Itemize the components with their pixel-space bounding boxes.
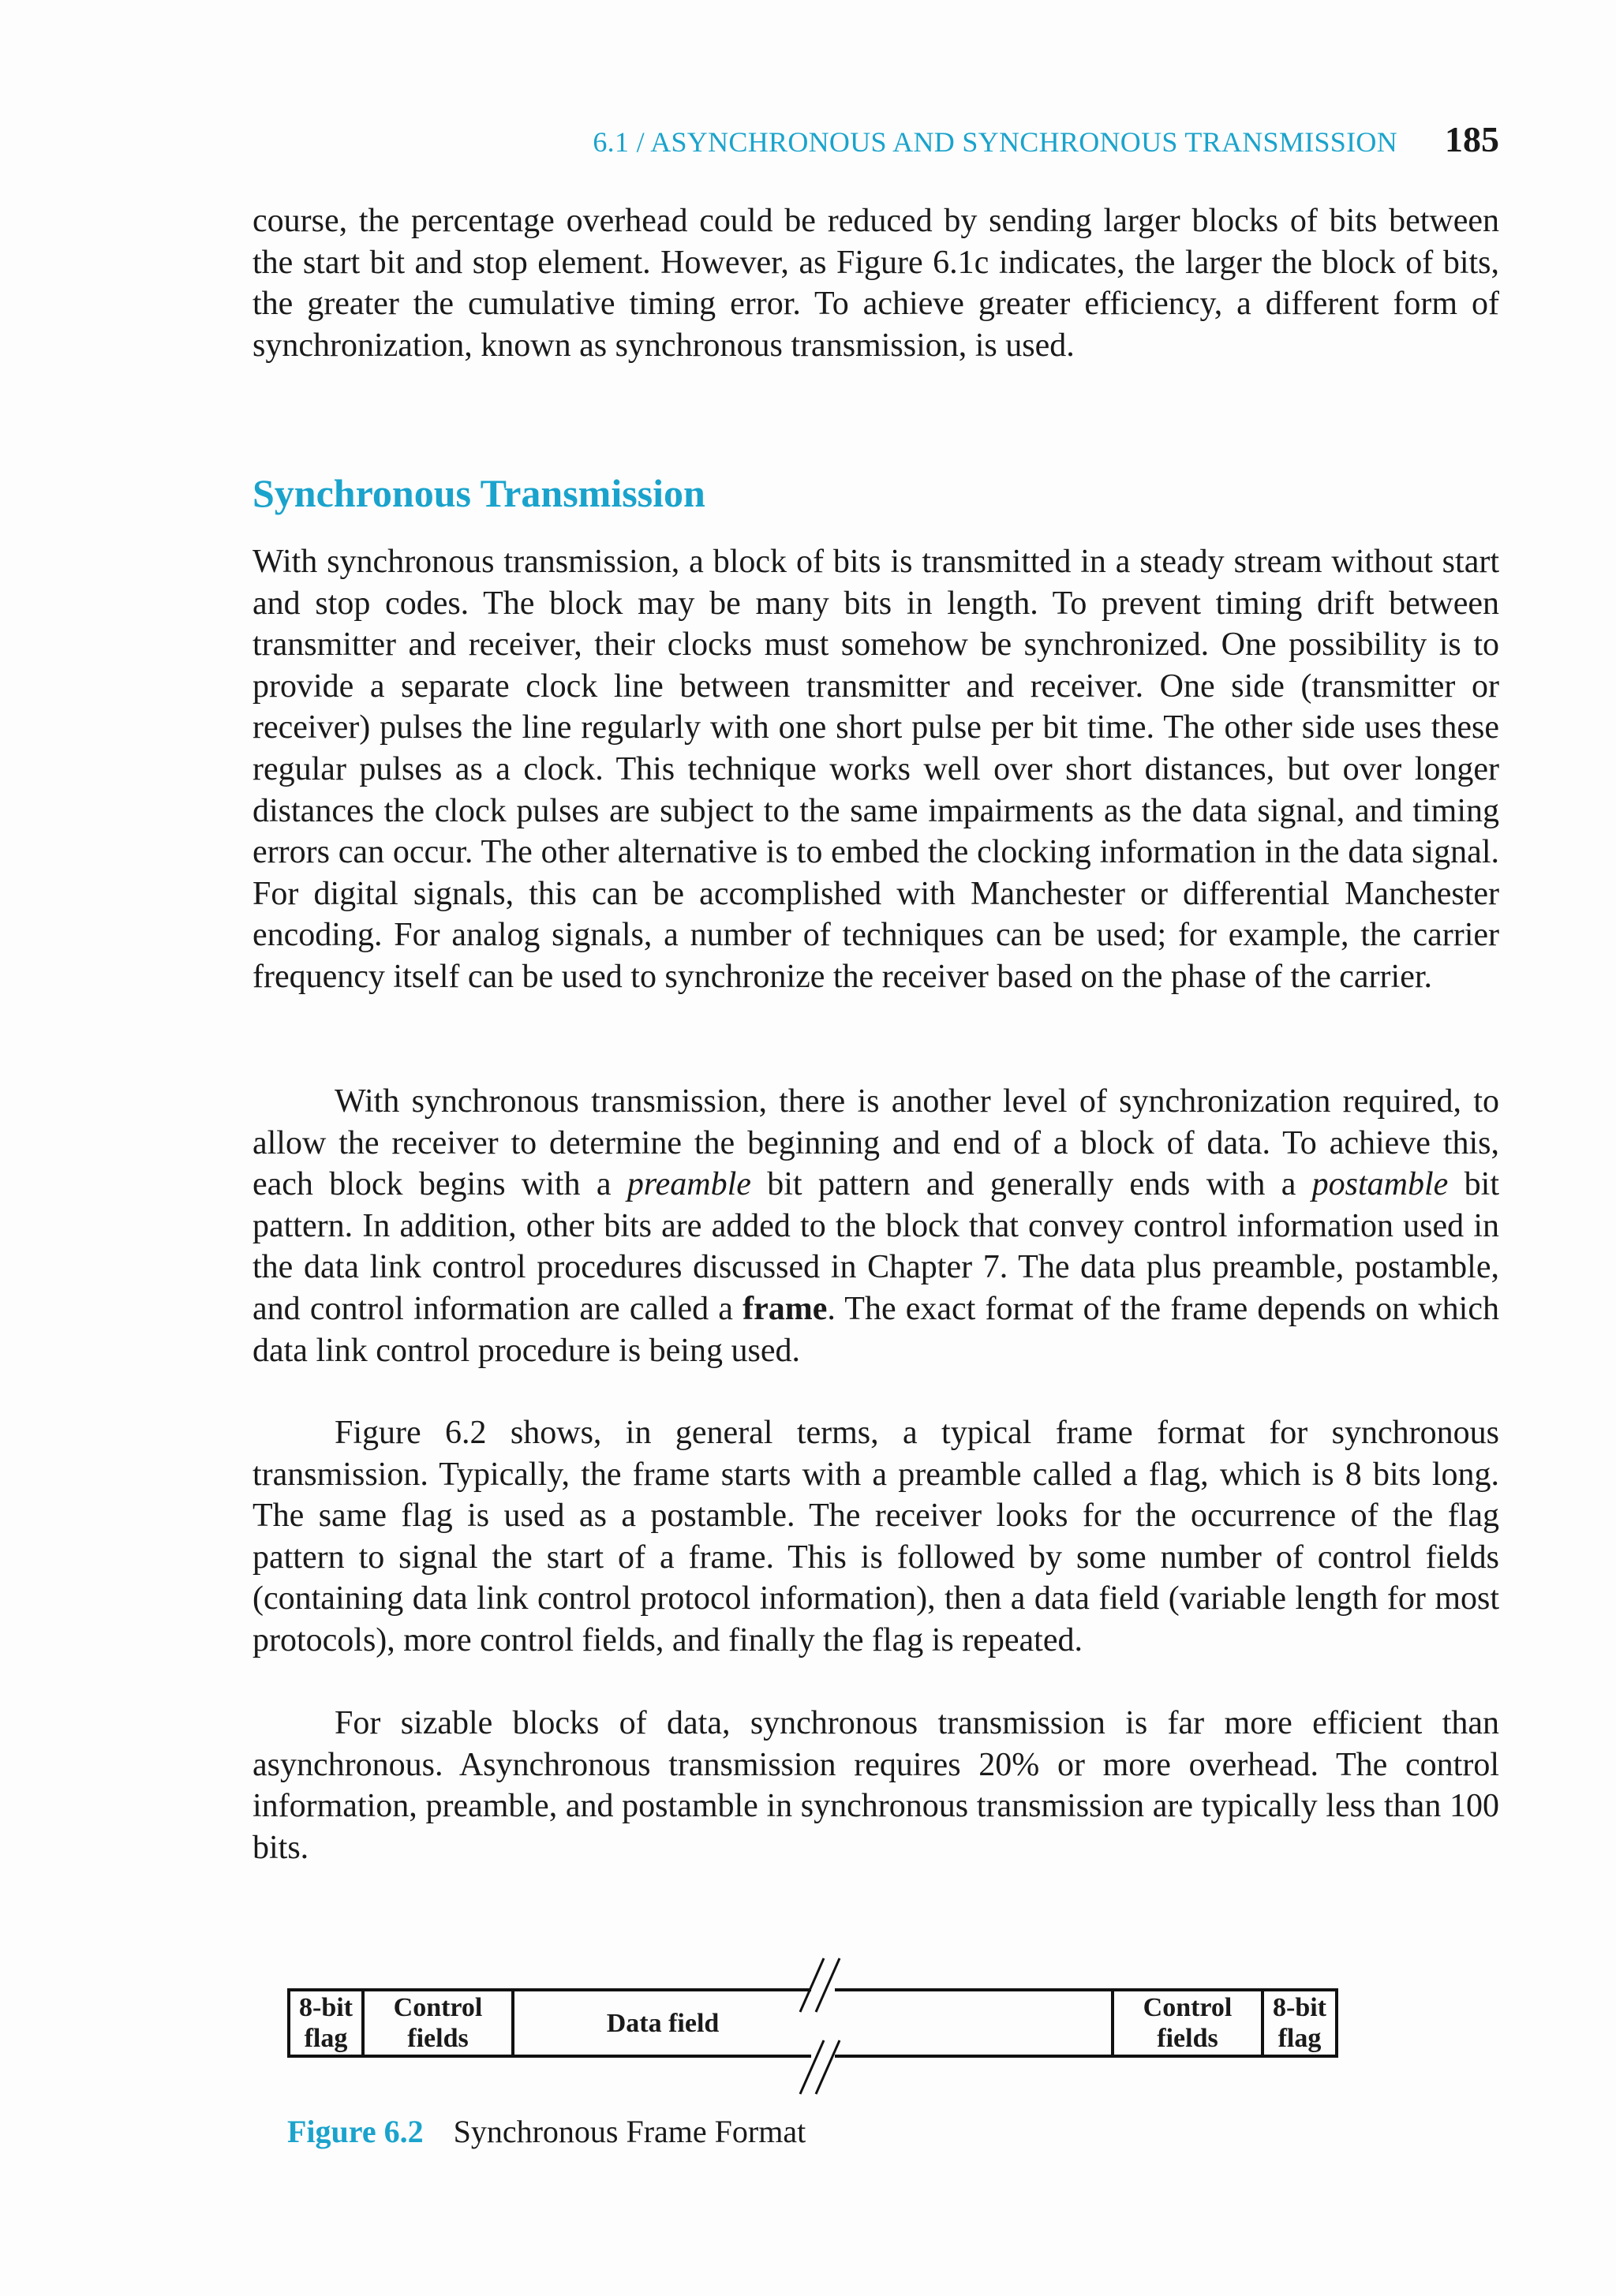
field-label: 8-bit: [299, 1993, 353, 2022]
field-label: fields: [407, 2024, 469, 2053]
field-label: 8-bit: [1273, 1993, 1326, 2022]
running-head: 6.1 / ASYNCHRONOUS AND SYNCHRONOUS TRANSMISSION: [593, 126, 1397, 158]
term-postamble: postamble: [1311, 1166, 1449, 1203]
figure-label: Figure 6.2: [287, 2114, 424, 2149]
figure-title: Synchronous Frame Format: [453, 2114, 806, 2149]
paragraph-3-text-a: With synchronous transmission, there is another level of synchronization required, to allow the receiver to determine the beginning and end of a block of data. To achieve this, each block begins with a: [252, 1083, 1499, 1203]
field-label: flag: [1277, 2024, 1322, 2053]
paragraph-4: Figure 6.2 shows, in general terms, a typical frame format for synchronous transmission. Typically, the frame starts with a preamble called a flag, which is 8 bits long. The same flag is used as a postamble. The receiver looks for the occurrence of the flag pattern to signal the start of a frame. This is followed by some number of control fields (containing data link control protocol information), then a data field (variable length for most protocols), more control fields, and finally the flag is repeated.: [252, 1415, 1499, 1658]
field-label: Data field: [606, 2008, 720, 2038]
paragraph-3-text-b: bit pattern and generally ends with a: [750, 1166, 1312, 1203]
paragraph-3: [252, 1081, 1499, 1371]
break-symbol: [287, 1950, 1341, 2100]
frame-format-diagram: [287, 1980, 1341, 2064]
field-label: Control: [393, 1993, 483, 2022]
paragraph-5: For sizable blocks of data, synchronous transmission is far more efficient than asynchronous. Asynchronous transmission requires 20% or more overhead. The control information, preamble, and postamble in synchronous transmission are typically less than 100 bits.: [252, 1705, 1499, 1866]
paragraph-3-text-d: . The exact format of the frame depends on which data link control procedure is being used.: [252, 1290, 1499, 1369]
field-label: Control: [1143, 1993, 1233, 2022]
paragraph-1: course, the percentage overhead could be reduced by sending larger blocks of bits between the start bit and stop element. However, as Figure 6.1c indicates, the larger the block of bits, the greater the cumulative timing error. To achieve greater efficiency, a different form of synchronization, known as synchronous transmission, is used.: [252, 203, 1499, 364]
page-number: 185: [1445, 119, 1499, 159]
section-title: Synchronous Transmission: [252, 471, 705, 515]
term-preamble: preamble: [627, 1166, 751, 1203]
paragraph-2: With synchronous transmission, a block of bits is transmitted in a steady stream without start and stop codes. The block may be many bits in length. To prevent timing drift between transmitter and receiver, their clocks must somehow be synchronized. One possibility is to provide a separate clock line between transmitter and receiver. One side (transmitter or receiver) pulses the line regularly with one short pulse per bit time. The other side uses these regular pulses as a clock. This technique works well over short distances, but over longer distances the clock pulses are subject to the same impairments as the data signal, and timing errors can occur. The other alternative is to embed the clocking information in the data signal. For digital signals, this can be accomplished with Manchester or differential Manchester encoding. For analog signals, a number of techniques can be used; for example, the carrier frequency itself can be used to synchronize the receiver based on the phase of the carrier.: [252, 544, 1499, 995]
term-frame: frame: [743, 1290, 828, 1327]
field-label: flag: [304, 2024, 348, 2053]
running-header: [252, 118, 1499, 160]
figure-caption: [287, 2113, 806, 2150]
field-label: fields: [1157, 2024, 1218, 2053]
paragraph-3-text-c: bit pattern. In addition, other bits are added to the block that convey control information used in the data link control procedures discussed in Chapter 7. The data plus preamble, postamble, and control information are called a: [252, 1166, 1499, 1327]
